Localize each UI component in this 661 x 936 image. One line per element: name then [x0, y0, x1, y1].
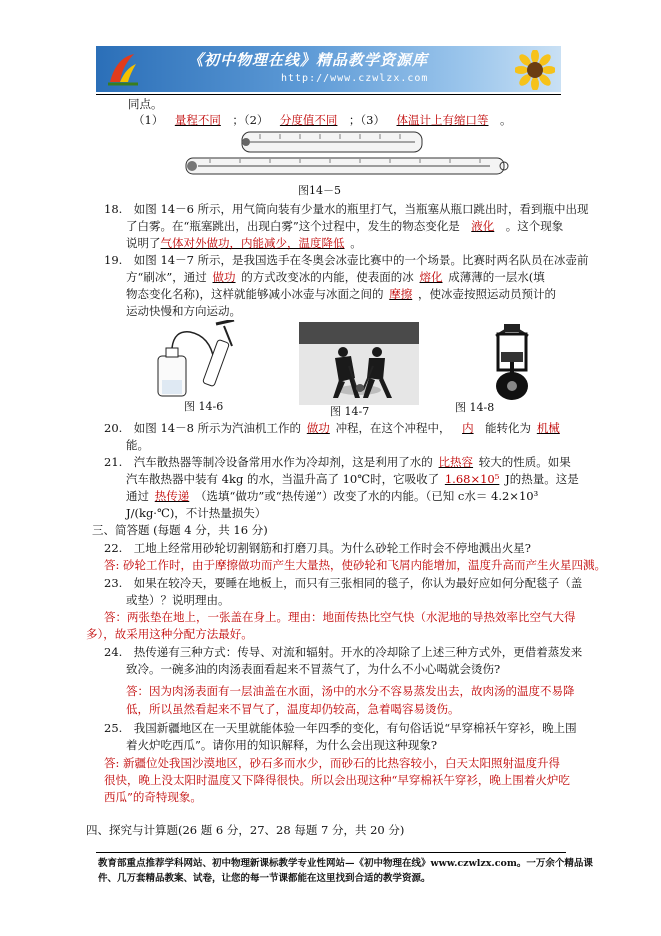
q21-answer-2: 1.68×10⁵: [444, 472, 500, 486]
q22-answer: 答: 砂轮工作时，由于摩擦做功而产生大量热，使砂轮和飞屑内能增加，温度升高而产生火星四溅。: [104, 558, 607, 572]
header-banner: [96, 46, 561, 92]
fig-14-6-caption: 图 14-6: [184, 400, 224, 413]
q18-answer-1: 液化: [471, 219, 495, 233]
footer: [98, 856, 593, 886]
sunflower-icon: [515, 50, 555, 90]
footer-line-2: 件、几万套精品教案、试卷，让您的每一节课都能在这里找到合适的教学资源。: [98, 873, 431, 885]
q19-answer-1: 做功: [212, 270, 236, 284]
section-3-heading: 三、简答题 (每题 4 分，共 16 分): [92, 523, 268, 537]
q19-line1: 19. 如图 14－7 所示，是我国选手在冬奥会冰壶比赛中的一个场景。比赛时两名队员在冰壶前: [104, 253, 589, 267]
footer-line-1: 教育部重点推荐学科网站、初中物理新课标教学专业性网站—《初中物理在线》www.czwlzx.com。一万余个精品课: [98, 858, 593, 869]
site-logo-icon: [106, 52, 140, 86]
q17-answer-1: 量程不同: [174, 113, 221, 127]
q17-answer-2: 分度值不同: [279, 113, 338, 127]
q20-answer-3: 机械: [536, 421, 560, 435]
q25-question-2: 着火炉吃西瓜”。请你用的知识解释，为什么会出现这种现象?: [126, 738, 438, 752]
q20-line2: 能。: [126, 438, 149, 452]
fig-14-5-caption: 图14－5: [298, 184, 341, 197]
q19-line3: 物态变化名称)，这样就能够减小冰壶与冰面之间的 摩擦 ，使冰壶按照运动员预计的: [126, 287, 556, 301]
q19-line2: 方“刷冰”，通过 做功 的方式改变冰的内能，使表面的冰 熔化 成薄薄的一层水(填: [126, 270, 545, 284]
header-title: 《初中物理在线》精品教学资源库: [188, 51, 429, 69]
q24-question-1: 24. 热传递有三种方式：传导、对流和辐射。开水的冷却除了上述三种方式外，更借着蒸发来: [104, 645, 583, 659]
q21-line1: 21. 汽车散热器等制冷设备常用水作为冷却剂，这是利用了水的 比热容 较大的性质。如果: [104, 455, 571, 469]
q25-answer-2: 很快，晚上没太阳时温度又下降得很快。所以会出现这种“早穿棉袄午穿衫，晚上围着火炉吃: [104, 773, 570, 787]
q18-line3: 说明了气体对外做功，内能减少，温度降低 。: [126, 236, 362, 250]
q21-answer-1: 比热容: [438, 455, 474, 469]
q19-answer-2: 熔化: [419, 270, 443, 284]
q23-question-2: 或垫）？说明理由。: [126, 593, 230, 607]
q22-question: 22. 工地上经常用砂轮切割钢筋和打磨刀具。为什么砂轮工作时会不停地溅出火星?: [104, 541, 531, 555]
q20-answer-1: 做功: [306, 421, 330, 435]
q17-lead: 同点。: [128, 97, 163, 111]
q21-line3: 通过 热传递 （选填“做功”或“热传递”）改变了水的内能。（已知 c水＝ 4.2×10³: [126, 489, 539, 503]
q24-answer-1: 答：因为肉汤表面有一层油盖在水面，汤中的水分不容易蒸发出去，故肉汤的温度不易降: [126, 684, 575, 698]
q19-line4: 运动快慢和方向运动。: [126, 304, 241, 318]
section-4-heading: 四、探究与计算题(26 题 6 分，27、28 每题 7 分，共 20 分): [86, 823, 405, 837]
q21-line4: J/(kg·℃)，不计热量损失）: [126, 506, 267, 520]
q21-answer-3: 热传递: [154, 489, 190, 503]
fig-14-7-caption: 图 14-7: [330, 405, 370, 418]
q17-answers: （1） 量程不同 ；（2） 分度值不同 ；（3） 体温计上有缩口等 。: [133, 113, 512, 127]
fig-14-8-caption: 图 14-8: [455, 401, 495, 414]
q21-line2: 汽车散热器中装有 4kg 的水，当温升高了 10℃时，它吸收了 1.68×10⁵ J的热量。这是: [126, 472, 579, 486]
q19-answer-3: 摩擦: [389, 287, 413, 301]
q18-line1: 18. 如图 14－6 所示，用气筒向装有少量水的瓶里打气，当瓶塞从瓶口跳出时，看到瓶中出现: [104, 202, 589, 216]
q23-answer-2: 多），故采用这种分配方法最好。: [86, 627, 253, 641]
thermometer-figure: [170, 128, 515, 184]
footer-rule: [96, 852, 566, 853]
header-rule: [96, 94, 561, 95]
engine-cylinder-figure: [484, 322, 540, 402]
q25-question-1: 25. 我国新疆地区在一天里就能体验一年四季的变化，有句俗话说“早穿棉袄午穿衫，晚上围: [104, 721, 577, 735]
q17-answer-3: 体温计上有缩口等: [396, 113, 489, 127]
q23-question-1: 23. 如果在较冷天，要睡在地板上，而只有三张相同的毯子，你认为最好应如何分配毯子（盖: [104, 576, 583, 590]
q25-answer-1: 答: 新疆位处我国沙漠地区，砂石多而水少，而砂石的比热容较小，白天太阳照射温度升得: [104, 756, 561, 770]
q18-line2: 了白雾。在“瓶塞跳出，出现白雾”这个过程中，发生的物态变化是 液化 。这个现象: [126, 219, 564, 233]
q18-answer-2: 气体对外做功，内能减少，温度降低: [160, 236, 345, 250]
q20-line1: 20. 如图 14－8 所示为汽油机工作的 做功 冲程，在这个冲程中， 内 能转化为 机械: [104, 421, 560, 435]
q24-answer-2: 低，所以虽然看起来不冒气了，温度却仍较高，急着喝容易烫伤。: [126, 702, 460, 716]
q24-question-2: 致冷。一碗多油的肉汤表面看起来不冒蒸气了，为什么不小心喝就会烫伤?: [126, 662, 501, 676]
header-url: http://www.czwlzx.com: [281, 73, 429, 84]
bottle-pump-figure: [150, 320, 250, 400]
curling-photo: [299, 322, 419, 405]
q23-answer-1: 答：两张垫在地上，一张盖在身上。理由：地面传热比空气快（水泥地的导热效率比空气大得: [104, 610, 576, 624]
q25-answer-3: 西瓜”的奇特现象。: [104, 790, 202, 804]
q20-answer-2: 内: [462, 421, 474, 435]
